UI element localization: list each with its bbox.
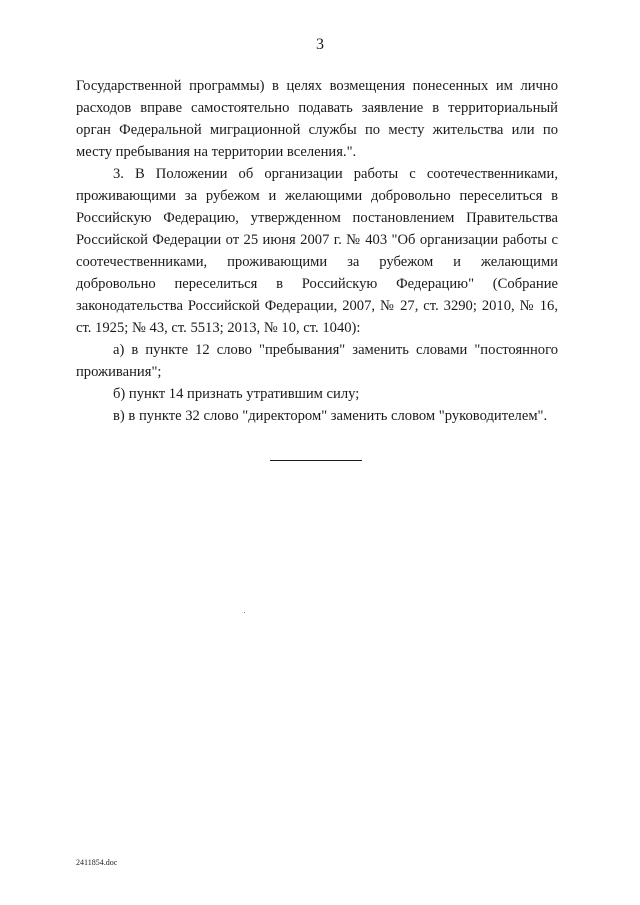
paragraph-continuation: Государственной программы) в целях возмещения понесенных им лично расходов вправе самостоятельно подавать заявление в территориальный орган Федеральной миграционной службы по месту жительства или по месту пребывания на территории вселения.". [76, 78, 558, 160]
footer-file-name: 2411854.doc [76, 858, 118, 867]
end-of-text-rule [270, 460, 362, 461]
paragraph-subitem-b: б) пункт 14 признать утратившим силу; [113, 386, 360, 402]
paragraph-item-3: 3. В Положении об организации работы с соотечественниками, проживающими за рубежом и желающими добровольно переселиться в Российскую Федерацию, утвержденном постановлением Правительства Российской Федерации от 25 июня 2007 г. № 403 "Об организации работы с соотечественниками, проживающими за рубежом и желающими добровольно переселиться в Российскую Федерацию" (Собрание законодательства Российской Федерации, 2007, № 27, ст. 3290; 2010, № 16, ст. 1925; № 43, ст. 5513; 2013, № 10, ст. 1040): [76, 166, 558, 336]
paragraph-subitem-v: в) в пункте 32 слово "директором" заменить словом "руководителем". [113, 408, 548, 424]
document-body [76, 75, 558, 427]
paragraph-subitem-a: а) в пункте 12 слово "пребывания" заменить словами "постоянного проживания"; [76, 342, 558, 380]
scan-speck [244, 612, 245, 613]
page-number: 3 [316, 36, 324, 53]
